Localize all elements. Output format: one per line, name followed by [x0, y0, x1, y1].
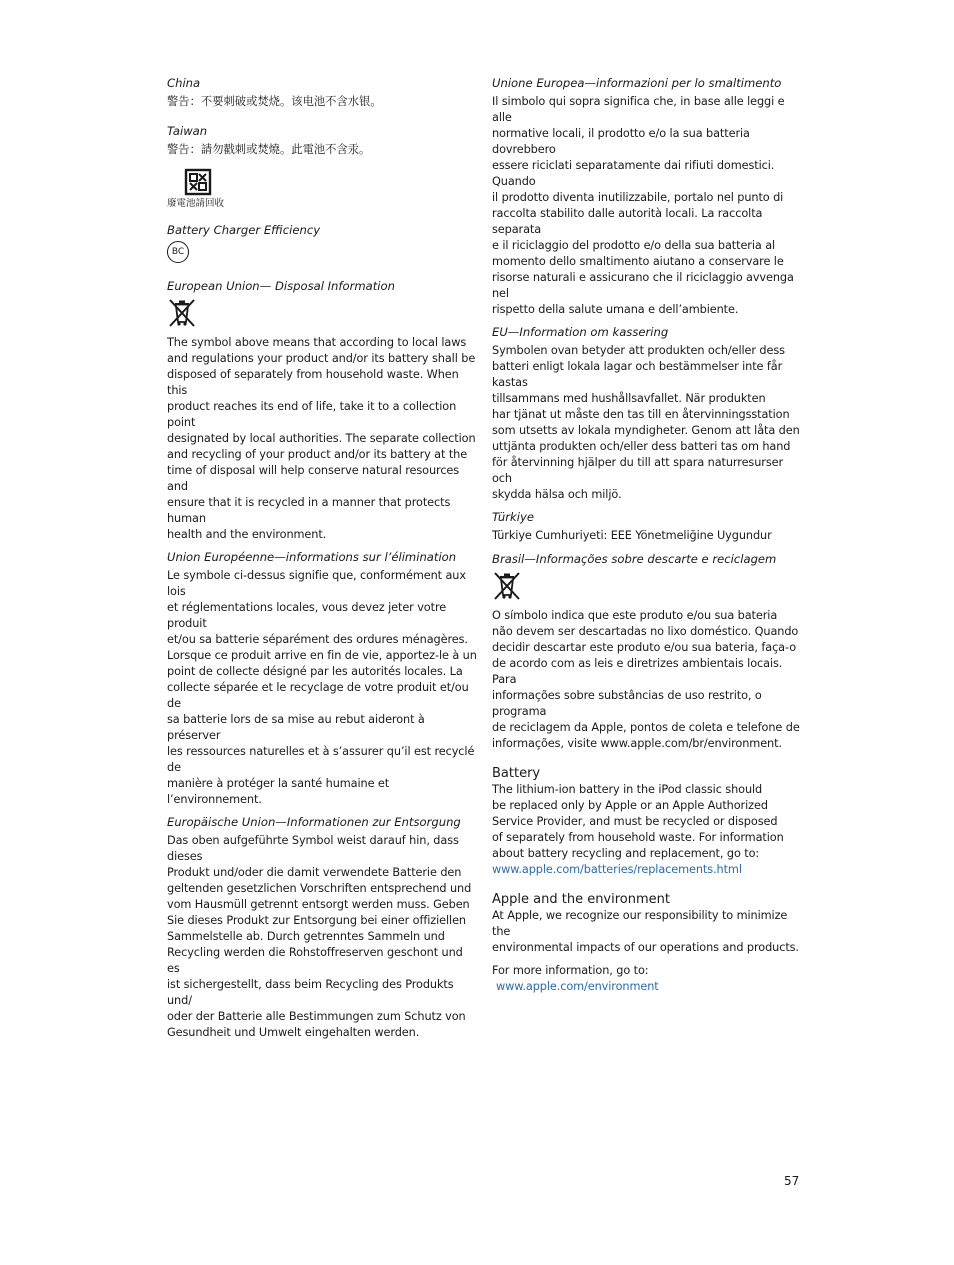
china-warning: 警告：不要刺破或焚烧。该电池不含水银。 — [167, 95, 382, 108]
text-line: e il riciclaggio del prodotto e/o della sua batteria al — [492, 239, 776, 252]
battery-replacement-link[interactable]: www.apple.com/batteries/replacements.html — [492, 863, 742, 876]
eu-disposal-body — [167, 335, 477, 543]
text-line: Recycling werden die Rohstoffreserven geschont und es — [167, 946, 463, 975]
text-line: environmental impacts of our operations and products. — [492, 941, 799, 954]
de-disposal-body — [167, 833, 477, 1041]
text-line: não devem ser descartadas no lixo doméstico. Quando — [492, 625, 799, 638]
battery-section — [492, 765, 802, 878]
battery-charger-section — [167, 222, 477, 263]
text-line: Gesundheit und Umwelt eingehalten werden. — [167, 1026, 420, 1039]
text-line: vom Hausmüll getrennt entsorgt werden muss. Geben — [167, 898, 470, 911]
text-line: batteri enligt lokala lagar och bestämmelser inte får kastas — [492, 360, 783, 389]
crossed-bin-icon — [167, 297, 197, 329]
text-line: Produkt und/oder die damit verwendete Batterie den — [167, 866, 462, 879]
more-info-line — [492, 963, 802, 995]
battery-body — [492, 782, 802, 878]
china-section — [167, 75, 477, 110]
text-line: rispetto della salute umana e dell’ambiente. — [492, 303, 739, 316]
text-line: informações sobre substâncias de uso restrito, o programa — [492, 689, 762, 718]
more-info-label: For more information, go to: — [492, 964, 649, 977]
br-disposal-heading: Brasil—Informações sobre descarte e reciclagem — [492, 552, 777, 566]
text-line: geltenden gesetzlichen Vorschriften entsprechend und — [167, 882, 472, 895]
fr-disposal-body — [167, 568, 477, 808]
taiwan-section — [167, 123, 477, 210]
taiwan-warning: 警告：請勿戳刺或焚燒。此電池不含汞。 — [167, 143, 371, 156]
de-disposal-heading: Europäische Union—Informationen zur Entsorgung — [167, 815, 461, 829]
sv-disposal-section — [492, 324, 802, 503]
taiwan-heading: Taiwan — [167, 124, 208, 138]
fr-disposal-heading: Union Européenne—informations sur l’élimination — [167, 550, 457, 564]
recycle-caption: 廢電池請回收 — [167, 198, 225, 209]
text-line: il prodotto diventa inutilizzabile, portalo nel punto di — [492, 191, 784, 204]
text-line: Lorsque ce produit arrive en fin de vie, apportez-le à un — [167, 649, 477, 662]
text-line: raccolta stabilito dalle autorità locali. La raccolta separata — [492, 207, 763, 236]
text-line: skydda hälsa och miljö. — [492, 488, 622, 501]
text-line: momento dello smaltimento aiutano a conservare le — [492, 255, 784, 268]
text-line: essere riciclati separatamente dai rifiuti domestici. Quando — [492, 159, 775, 188]
text-line: O símbolo indica que este produto e/ou sua bateria — [492, 609, 778, 622]
text-line: Le symbole ci-dessus signifie que, conformément aux lois — [167, 569, 466, 598]
text-line: som utsetts av lokala myndigheter. Genom att låta den — [492, 424, 800, 437]
text-line: At Apple, we recognize our responsibility to minimize the — [492, 909, 788, 938]
text-line: decidir descartar este produto e/ou sua bateria, faça-o — [492, 641, 797, 654]
text-line: Sie dieses Produkt zur Entsorgung bei einer offiziellen — [167, 914, 466, 927]
text-line: de reciclagem da Apple, pontos de coleta e telefone de — [492, 721, 800, 734]
de-disposal-section — [167, 814, 477, 1041]
text-line: har tjänat ut måste den tas till en återvinningsstation — [492, 408, 790, 421]
text-line: The symbol above means that according to local laws — [167, 336, 467, 349]
text-line: informações, visite www.apple.com/br/environment. — [492, 737, 782, 750]
br-disposal-section — [492, 551, 802, 752]
eu-disposal-heading: European Union— Disposal Information — [167, 279, 395, 293]
br-disposal-body — [492, 608, 802, 752]
text-line: disposed of separately from household waste. When this — [167, 368, 459, 397]
environment-link[interactable]: www.apple.com/environment — [496, 980, 659, 993]
eu-disposal-section — [167, 278, 477, 543]
text-line: för återvinning hjälper du till att spara naturresurser och — [492, 456, 783, 485]
left-column — [167, 75, 477, 1041]
text-line: point de collecte désigné par les autorités locales. La — [167, 665, 463, 678]
battery-heading: Battery — [492, 766, 541, 781]
page-number: 57 — [784, 1174, 800, 1188]
environment-body — [492, 908, 802, 995]
text-line: product reaches its end of life, take it to a collection point — [167, 400, 457, 429]
it-disposal-body — [492, 94, 802, 318]
text-line: tillsammans med hushållsavfallet. När produkten — [492, 392, 766, 405]
text-line: Sammelstelle ab. Durch getrenntes Sammeln und — [167, 930, 445, 943]
tr-section — [492, 509, 802, 544]
text-line: Symbolen ovan betyder att produkten och/eller dess — [492, 344, 785, 357]
text-line: and recycling of your product and/or its battery at the — [167, 448, 468, 461]
bc-badge-label: BC — [171, 247, 185, 257]
text-line: about battery recycling and replacement, go to: — [492, 847, 760, 860]
text-line: les ressources naturelles et à s’assurer qu’il est recyclé de — [167, 745, 475, 774]
fr-disposal-section — [167, 549, 477, 808]
text-line: designated by local authorities. The separate collection — [167, 432, 476, 445]
text-line: collecte séparée et le recyclage de votre produit et/ou de — [167, 681, 469, 710]
text-line: sa batterie lors de sa mise au rebut aideront à préserver — [167, 713, 425, 742]
text-line: ist sichergestellt, dass beim Recycling des Produkts und/ — [167, 978, 454, 1007]
text-line: Il simbolo qui sopra significa che, in base alle leggi e alle — [492, 95, 785, 124]
sv-disposal-heading: EU—Information om kassering — [492, 325, 669, 339]
text-line: of separately from household waste. For information — [492, 831, 784, 844]
text-line: oder der Batterie alle Bestimmungen zum Schutz von — [167, 1010, 466, 1023]
environment-heading: Apple and the environment — [492, 892, 670, 907]
text-line: et réglementations locales, vous devez jeter votre produit — [167, 601, 447, 630]
text-line: health and the environment. — [167, 528, 327, 541]
bc-badge — [167, 241, 189, 263]
text-line: The lithium-ion battery in the iPod classic should — [492, 783, 763, 796]
it-disposal-section — [492, 75, 802, 318]
text-line: Service Provider, and must be recycled or disposed — [492, 815, 778, 828]
tr-heading: Türkiye — [492, 510, 534, 524]
text-line: and regulations your product and/or its battery shall be — [167, 352, 476, 365]
right-column — [492, 75, 802, 995]
text-line: time of disposal will help conserve natural resources and — [167, 464, 460, 493]
text-line: be replaced only by Apple or an Apple Authorized — [492, 799, 768, 812]
sv-disposal-body — [492, 343, 802, 503]
text-line: uttjänta produkten och/eller dess batteri tas om hand — [492, 440, 791, 453]
text-line: et/ou sa batterie séparément des ordures ménagères. — [167, 633, 468, 646]
text-line: de acordo com as leis e diretrizes ambientais locais. Para — [492, 657, 783, 686]
battery-charger-heading: Battery Charger Efficiency — [167, 223, 321, 237]
text-line: normative locali, il prodotto e/o la sua batteria dovrebbero — [492, 127, 750, 156]
text-line: manière à protéger la santé humaine et l’environnement. — [167, 777, 390, 806]
tr-text: Türkiye Cumhuriyeti: EEE Yönetmeliğine Uygundur — [492, 529, 772, 542]
it-disposal-heading: Unione Europea—informazioni per lo smaltimento — [492, 76, 782, 90]
environment-section — [492, 891, 802, 995]
text-line: ensure that it is recycled in a manner that protects human — [167, 496, 451, 525]
china-heading: China — [167, 76, 201, 90]
recycle-battery-icon — [183, 167, 213, 197]
crossed-bin-icon — [492, 570, 522, 602]
text-line: Das oben aufgeführte Symbol weist darauf hin, dass dieses — [167, 834, 459, 863]
text-line: risorse naturali e assicurano che il riciclaggio avvenga nel — [492, 271, 794, 300]
